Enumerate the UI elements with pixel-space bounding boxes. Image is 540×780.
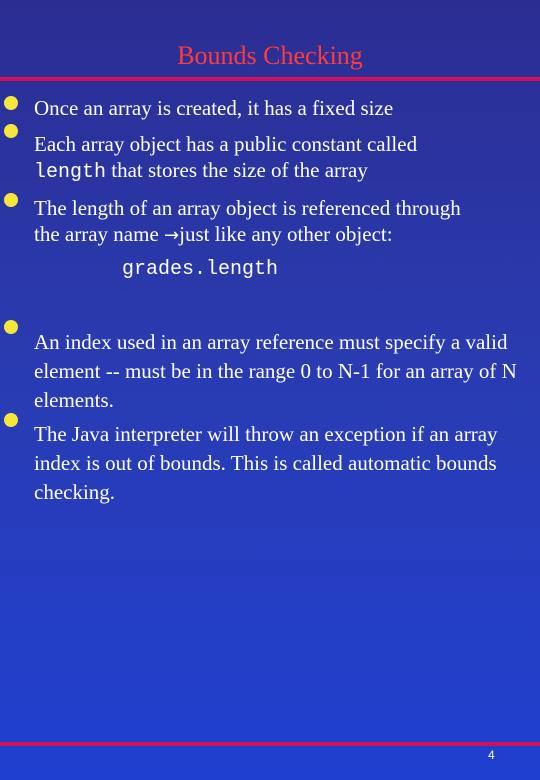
bullet-2-line-1: Each array object has a public constant called bbox=[34, 132, 418, 156]
bullet-text-5: The Java interpreter will throw an exception if an array index is out of bounds. This is called automatic bounds checking. bbox=[34, 422, 498, 504]
bullet-3-line-2-post: just like any other object: bbox=[179, 222, 393, 246]
bullet-marker-4 bbox=[4, 320, 18, 334]
bullet-3-line-2 bbox=[34, 221, 534, 249]
page-number: 4 bbox=[488, 748, 495, 762]
bullet-2-line-2-rest: that stores the size of the array bbox=[106, 158, 368, 182]
slide-title: Bounds Checking bbox=[177, 41, 363, 70]
right-arrow-icon: → bbox=[164, 225, 180, 246]
bullet-marker-3 bbox=[4, 193, 18, 207]
bullet-marker-5 bbox=[4, 413, 18, 427]
bullet-3-line-2-pre: the array name bbox=[34, 222, 165, 246]
bullet-text-3 bbox=[34, 195, 534, 249]
bullet-text-1: Once an array is created, it has a fixed size bbox=[34, 96, 394, 120]
bullet-3-line-1: The length of an array object is referenced through bbox=[34, 196, 461, 220]
code-length: length bbox=[34, 161, 107, 184]
footer-divider bbox=[0, 742, 540, 746]
title-divider bbox=[0, 77, 540, 81]
bullet-text-2 bbox=[34, 131, 534, 186]
bullet-marker-1 bbox=[4, 96, 18, 110]
bullet-2-line-2 bbox=[34, 157, 534, 186]
bullet-text-4: An index used in an array reference must specify a valid element -- must be in the range 0 to N-1 for an array of N elements. bbox=[34, 330, 517, 412]
bullet-marker-2 bbox=[4, 124, 18, 138]
code-grades-length: grades.length bbox=[122, 258, 279, 281]
